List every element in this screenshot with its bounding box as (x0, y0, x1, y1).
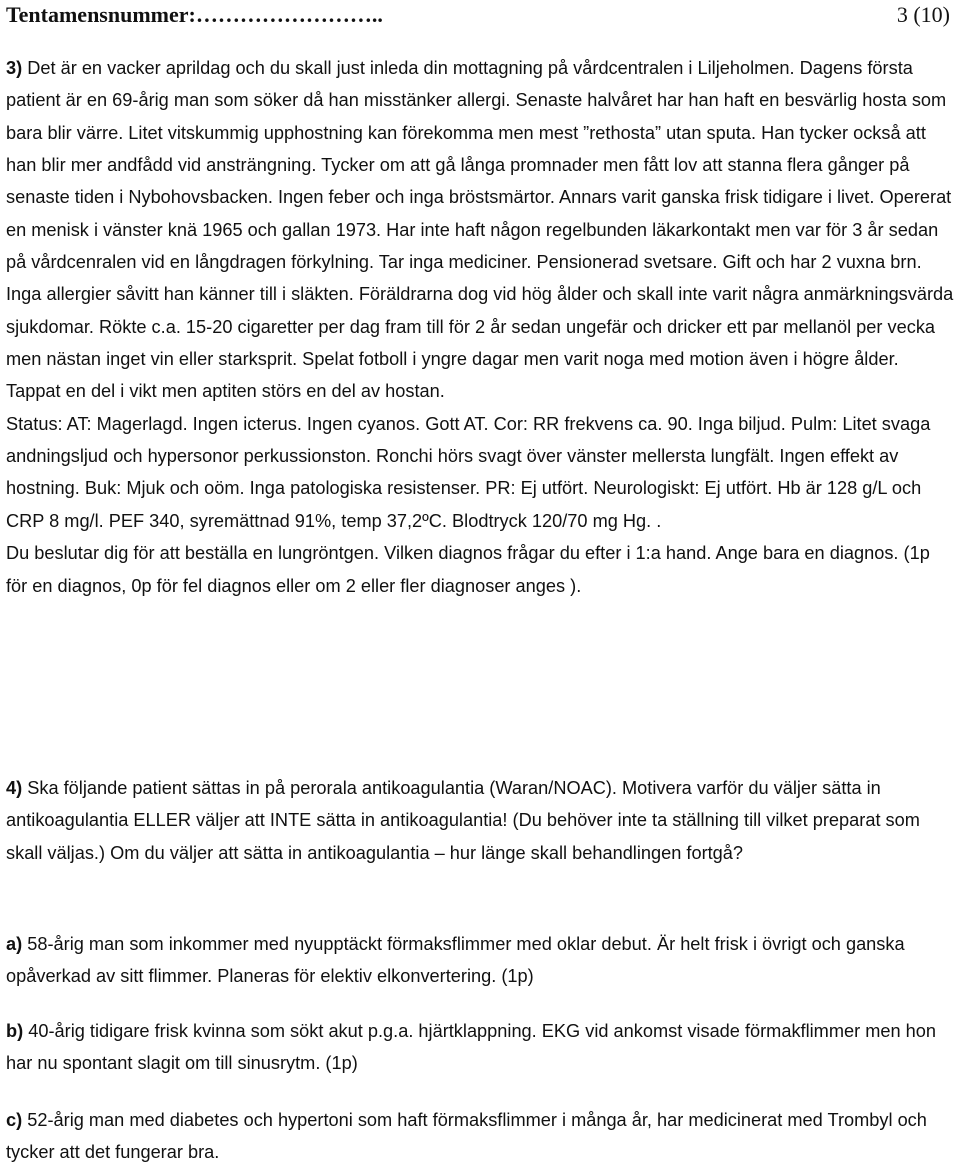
question-3-number: 3) (6, 58, 23, 78)
question-3-text: Det är en vacker aprildag och du skall just inleda din mottagning på vårdcentralen i Liljeholmen. Dagens första patient är en 69-årig man som söker då han misstänker allergi. Senaste halvåret har han haft en besvärlig hosta som bara blir värre. Litet vitskummig upphostning kan förekomma men mest ”rethosta” utan sputa. Han tycker också att han blir mer andfådd vid ansträngning. Tycker om att gå långa promnader men fått lov att stanna flera gånger på senaste tiden i Nybohovsbacken. Ingen feber och inga bröstsmärtor. Annars varit ganska frisk tidigare i livet. Opererat en menisk i vänster knä 1965 och gallan 1973. Har inte haft någon regelbunden läkarkontakt men var för 3 år sedan på vårdcenralen vid en långdragen förkylning. Tar inga mediciner. Pensionerad svetsare. Gift och har 2 vuxna brn. Inga allergier såvitt han känner till i släkten. Föräldrarna dog vid hög ålder och skall inte varit några anmärkningsvärda sjukdomar. Rökte c.a. 15-20 cigaretter per dag fram till för 2 år sedan ungefär och dricker ett par mellanöl per vecka men nästan inget vin eller starksprit. Spelat fotboll i yngre dagar men varit noga med motion även i högre ålder. Tappat en del i vikt men aptiten störs en del av hostan. (6, 58, 954, 402)
question-3-status: Status: AT: Magerlagd. Ingen icterus. Ingen cyanos. Gott AT. Cor: RR frekvens ca. 90. Inga biljud. Pulm: Litet svaga andningsljud och hypersonor perkussionston. Ronchi hörs svagt över vänster mellersta lungfält. Ingen effekt av hostning. Buk: Mjuk och oöm. Inga patologiska resistenser. PR: Ej utfört. Neurologiskt: Ej utfört. Hb är 128 g/L och CRP 8 mg/l. PEF 340, syremättnad 91%, temp 37,2ºC. Blodtryck 120/70 mg Hg. . (6, 413, 931, 531)
question-3-task: Du beslutar dig för att beställa en lungröntgen. Vilken diagnos frågar du efter i 1:a hand. Ange bara en diagnos. (1p för en diagnos, 0p för fel diagnos eller om 2 eller fler diagnoser anges ). (6, 543, 930, 596)
question-4a-label: a) (6, 934, 23, 954)
question-4b-label: b) (6, 1021, 24, 1041)
question-4c (6, 1104, 956, 1169)
page-number: 3 (10) (896, 2, 950, 27)
exam-number-label: Tentamensnummer:…………………….. (6, 2, 383, 27)
question-4 (6, 772, 956, 869)
page-header (6, 0, 950, 34)
question-4-text: Ska följande patient sättas in på perorala antikoagulantia (Waran/NOAC). Motivera varför du väljer sätta in antikoagulantia ELLER väljer att INTE sätta in antikoagulantia! (Du behöver inte ta ställning till vilket preparat som skall väljas.) Om du väljer att sätta in antikoagulantia – hur länge skall behandlingen fortgå? (6, 778, 920, 863)
question-4b-text: 40-årig tidigare frisk kvinna som sökt akut p.g.a. hjärtklappning. EKG vid ankomst visade förmakflimmer men hon har nu spontant slagit om till sinusrytm. (1p) (6, 1021, 936, 1074)
question-3 (6, 52, 954, 602)
question-4b (6, 1015, 956, 1080)
question-4c-text: 52-årig man med diabetes och hypertoni som haft förmaksflimmer i många år, har medicinerat med Trombyl och tycker att det fungerar bra. (6, 1110, 927, 1163)
question-4-number: 4) (6, 778, 23, 798)
question-4a-text: 58-årig man som inkommer med nyupptäckt förmaksflimmer med oklar debut. Är helt frisk i övrigt och ganska opåverkad av sitt flimmer. Planeras för elektiv elkonvertering. (1p) (6, 934, 905, 987)
question-4c-label: c) (6, 1110, 23, 1130)
question-3-case (6, 52, 954, 408)
question-4a (6, 928, 956, 993)
